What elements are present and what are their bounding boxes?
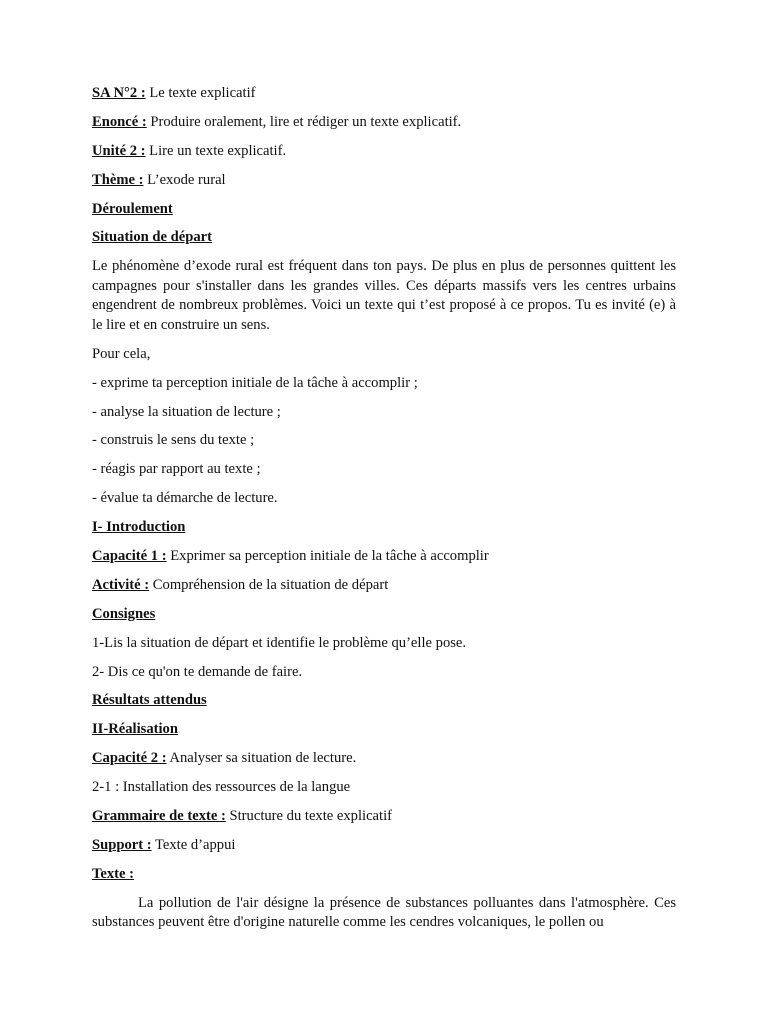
pour-cela-line: Pour cela, <box>92 345 151 362</box>
resultats-heading <box>92 691 676 711</box>
task-item: - réagis par rapport au texte ; <box>92 461 261 478</box>
capacite-1-value: Exprimer sa perception initiale de la tâche à accomplir <box>166 547 489 564</box>
sa-line <box>92 84 676 104</box>
grammaire-label: Grammaire de texte : <box>92 807 226 824</box>
task-item: - évalue ta démarche de lecture. <box>92 490 278 507</box>
unite-label: Unité 2 : <box>92 142 146 159</box>
capacite-2-line <box>92 749 676 769</box>
activite-value: Compréhension de la situation de départ <box>149 576 389 593</box>
unite-value: Lire un texte explicatif. <box>145 142 287 159</box>
grammaire-line <box>92 807 676 827</box>
enonce-label: Enoncé : <box>92 113 147 130</box>
deroulement-title: Déroulement <box>92 200 173 217</box>
capacite-2-value: Analyser sa situation de lecture. <box>166 750 357 767</box>
activite-label: Activité : <box>92 576 150 593</box>
enonce-value: Produire oralement, lire et rédiger un texte explicatif. <box>146 113 462 130</box>
consigne-item: 2- Dis ce qu'on te demande de faire. <box>92 663 303 680</box>
introduction-heading <box>92 518 676 538</box>
task-item: - construis le sens du texte ; <box>92 432 255 449</box>
support-line <box>92 836 676 856</box>
support-value: Texte d’appui <box>151 836 236 853</box>
installation-line: 2-1 : Installation des ressources de la langue <box>92 779 351 796</box>
deroulement-heading <box>92 200 676 220</box>
resultats-title: Résultats attendus <box>92 692 207 709</box>
texte-heading <box>92 865 676 885</box>
realisation-heading <box>92 720 676 740</box>
theme-line <box>92 171 676 191</box>
consignes-heading <box>92 605 676 625</box>
task-item: - exprime ta perception initiale de la tâche à accomplir ; <box>92 374 418 391</box>
activite-line <box>92 576 676 596</box>
situation-paragraph: Le phénomène d’exode rural est fréquent dans ton pays. De plus en plus de personnes quittent les campagnes pour s'installer dans les grandes villes. Ces départs massifs vers les centres urbains engendrent de nombreux problèmes. Voici un texte qui t’est proposé à ce propos. Tu es invité (e) à le lire et en construire un sens. <box>92 258 676 333</box>
sa-value: Le texte explicatif <box>145 85 256 101</box>
document-page <box>92 84 676 942</box>
unite-line <box>92 142 676 162</box>
theme-value: L’exode rural <box>143 171 226 188</box>
texte-paragraph: La pollution de l'air désigne la présence de substances polluantes dans l'atmosphère. Ces substances peuvent être d'origine naturelle comme les cendres volcaniques, le pollen ou <box>92 894 676 931</box>
introduction-title: I- Introduction <box>92 519 186 536</box>
enonce-line <box>92 113 676 133</box>
theme-label: Thème : <box>92 171 144 188</box>
sa-label: SA N°2 : <box>92 85 146 101</box>
task-item: - analyse la situation de lecture ; <box>92 403 281 420</box>
capacite-1-label: Capacité 1 : <box>92 547 167 564</box>
capacite-2-label: Capacité 2 : <box>92 750 167 767</box>
realisation-title: II-Réalisation <box>92 721 178 738</box>
situation-title: Situation de départ <box>92 229 213 246</box>
support-label: Support : <box>92 836 152 853</box>
situation-heading <box>92 228 676 248</box>
capacite-1-line <box>92 547 676 567</box>
consignes-title: Consignes <box>92 605 156 622</box>
consigne-item: 1-Lis la situation de départ et identifie le problème qu’elle pose. <box>92 634 467 651</box>
grammaire-value: Structure du texte explicatif <box>225 807 393 824</box>
texte-label: Texte : <box>92 865 135 882</box>
